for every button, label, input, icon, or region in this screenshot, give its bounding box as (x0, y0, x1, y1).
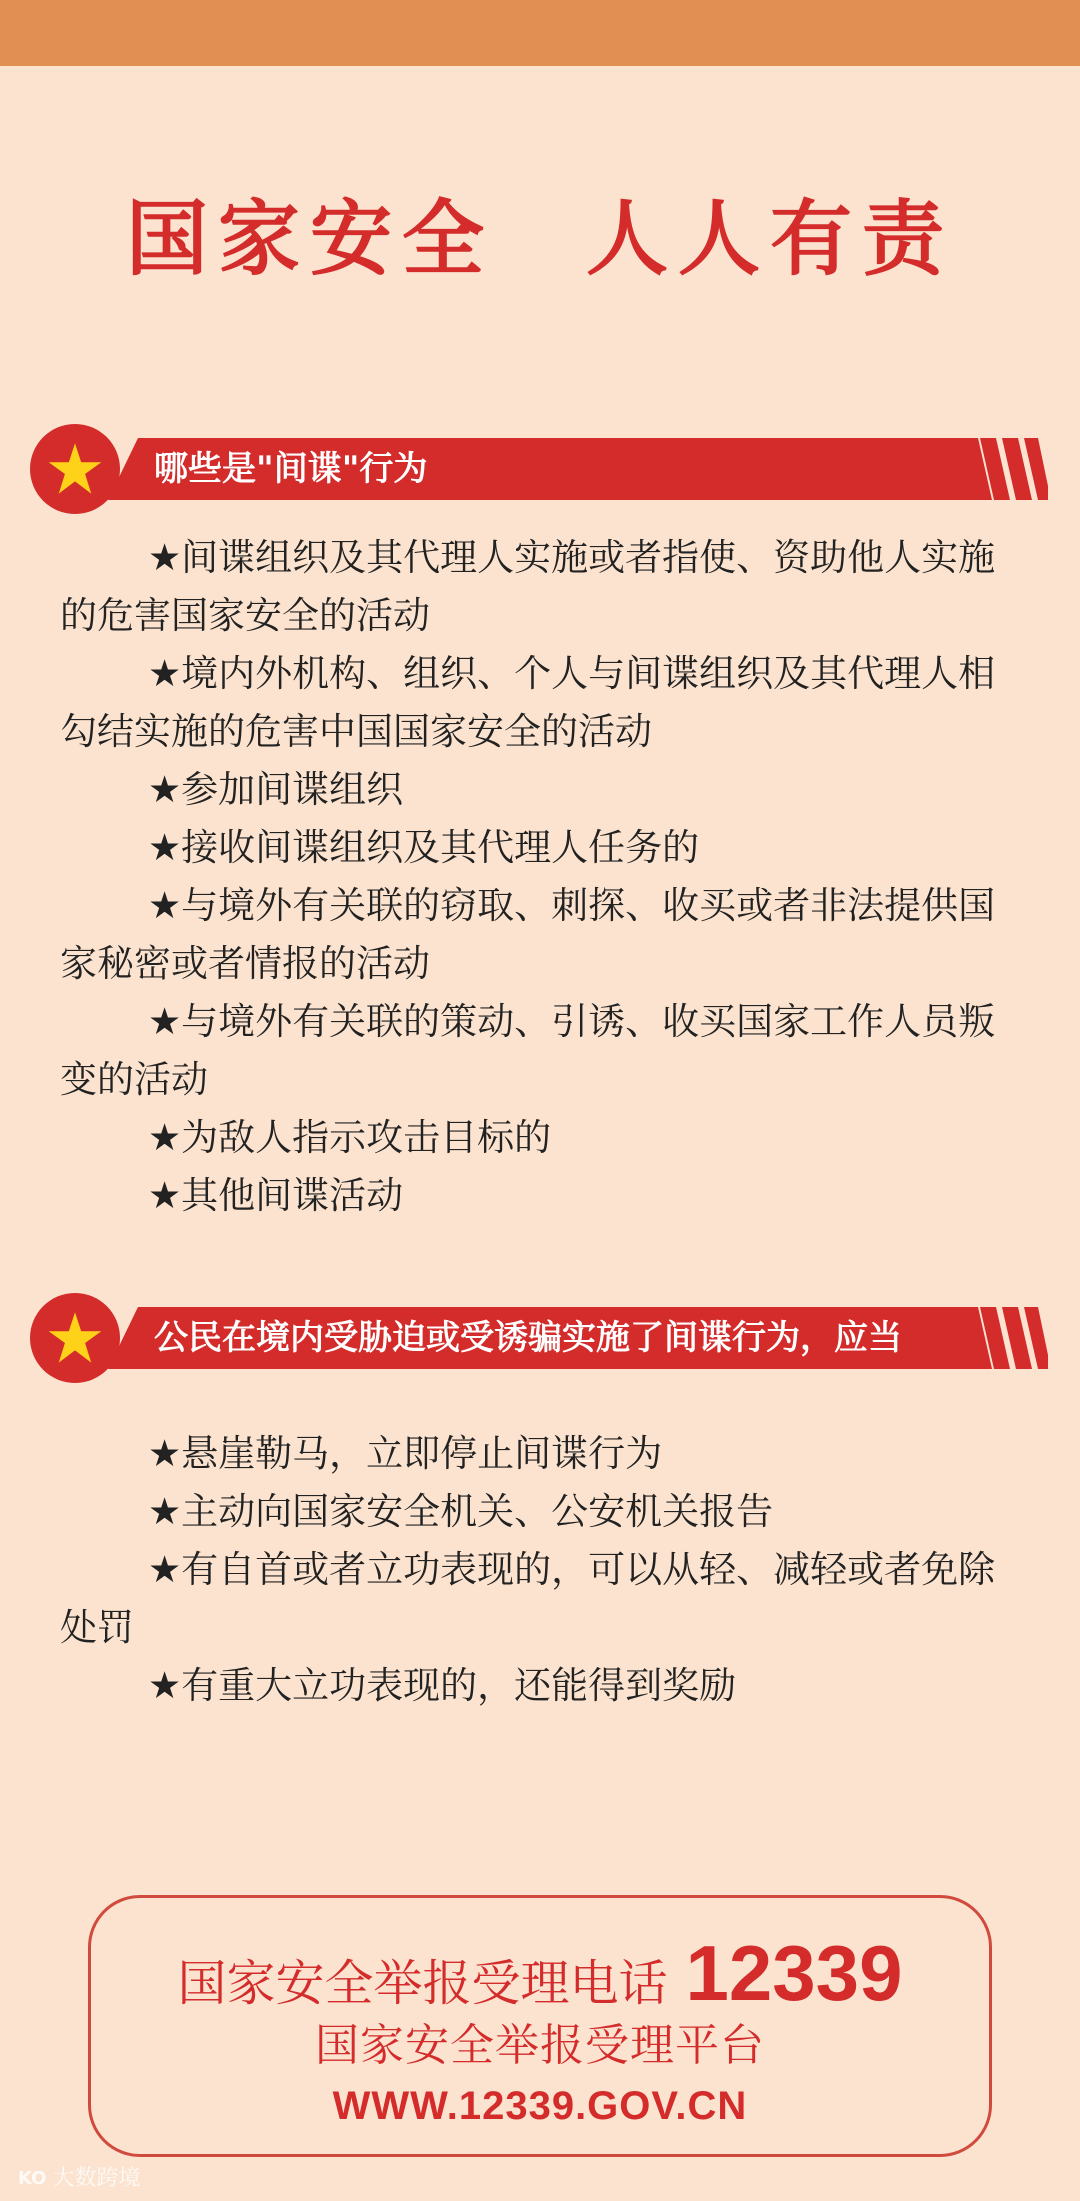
list-item: ★与境外有关联的窃取、刺探、收买或者非法提供国家秘密或者情报的活动 (60, 884, 996, 985)
report-hotline-box (88, 1895, 992, 2157)
spy-behavior-list (60, 529, 1020, 1225)
top-bar (0, 0, 1080, 66)
page-title: 国家安全 人人有责 (125, 192, 954, 287)
list-item: ★为敌人指示攻击目标的 (148, 1116, 552, 1159)
list-item: ★接收间谍组织及其代理人任务的 (148, 826, 700, 869)
list-item: ★悬崖勒马，立即停止间谍行为 (148, 1432, 663, 1475)
section-heading: 公民在境内受胁迫或受诱骗实施了间谍行为，应当 (154, 1318, 902, 1358)
list-item: ★其他间谍活动 (148, 1174, 404, 1217)
list-item: ★参加间谍组织 (148, 768, 404, 811)
response-list (60, 1425, 1020, 1715)
star-badge (30, 424, 120, 514)
watermark-text: 大数跨境 (52, 2166, 141, 2191)
star-icon (47, 1310, 103, 1366)
list-item: ★境内外机构、组织、个人与间谍组织及其代理人相勾结实施的危害中国国家安全的活动 (60, 652, 996, 753)
platform-label: 国家安全举报受理平台 (315, 2020, 765, 2071)
list-item: ★有重大立功表现的，还能得到奖励 (148, 1664, 737, 1707)
hotline-number: 12339 (685, 1929, 903, 2017)
star-icon (47, 441, 103, 497)
section-banner-spy-behaviors (30, 422, 1050, 518)
watermark-logo: KO (18, 2168, 47, 2189)
list-item: ★主动向国家安全机关、公安机关报告 (148, 1490, 774, 1533)
hotline-label: 国家安全举报受理电话 (177, 1955, 668, 2012)
list-item: ★间谍组织及其代理人实施或者指使、资助他人实施的危害国家安全的活动 (60, 536, 996, 637)
section-banner-what-to-do (30, 1291, 1050, 1387)
list-item: ★与境外有关联的策动、引诱、收买国家工作人员叛变的活动 (60, 1000, 996, 1101)
section-heading: 哪些是"间谍"行为 (154, 449, 428, 489)
watermark (18, 2162, 140, 2196)
list-item: ★有自首或者立功表现的，可以从轻、减轻或者免除处罚 (60, 1548, 996, 1649)
platform-url: WWW.12339.GOV.CN (332, 2084, 748, 2128)
star-badge (30, 1293, 120, 1383)
